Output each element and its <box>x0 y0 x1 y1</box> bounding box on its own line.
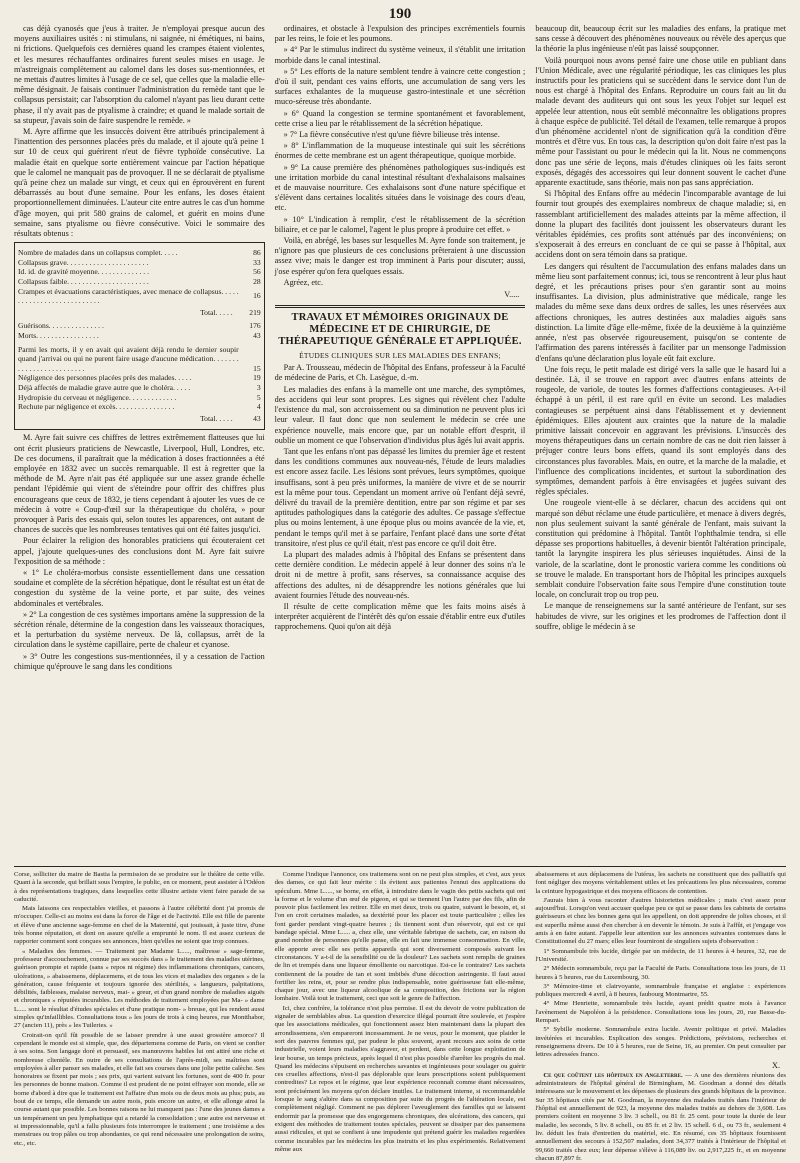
paragraph: » 3° Outre les congestions sus-mentionnées, il y a cessation de l'action chimique qu'éprouve le sang dans les conditions <box>14 651 265 671</box>
byline: Par A. Trousseau, médecin de l'hôpital des Enfans, professeur à la Faculté de médecine de Paris, et Ch. Lasègue, d.-m. <box>274 363 526 383</box>
paragraph: Le manque de renseignemens sur la santé antérieure de l'enfant, sur ses habitudes de vivre, sur les origines et les prodromes de l'affection dont il souffre, oblige le médecin à se <box>535 601 787 631</box>
news-item-body: — A une des dernières réunions des administrateurs de l'hôpital général de Birmingham, M. Goodman a donné des détails intéressans sur le mouvement et les dépenses de plusieurs des grands hôpitaux de la province. Sur 35 hôpitaux cités par M. Goodman, la moyenne des malades traités dans l'intérieur de l'hôpital est annuellement de 923, la moyenne des malades traités au dehors de 3,608. Les premiers coûtent en moyenne 3 liv. 3 schell., ou 81 fr. 25 cent. pour toute la durée de leur maladie, les seconds, 5 liv. 8 schell., ou 85 fr. et 2 liv. 15 schell. 6 d., ou 73 fr., seulement 4 liv. déduit les frais d'entretien du matériel, etc. En résumé, ces 35 hôpitaux fournissent annuellement des secours à 152,507 malades, dont 34,377 traités à l'intérieur de l'hôpital et 99,660 traités chez eux; leur dépense s'élève à 116,089 liv. ou 2,917,225 fr., et en moyenne chacun 87,897 fr. <box>535 1071 787 1162</box>
feuilleton-column-right <box>535 871 787 1162</box>
paragraph: Une rougeole vient-elle à se déclarer, chacun des accidens qui ont marqué son début réclame une étude particulière, et menace à divers degrés, non plus seulement suivant la santé générale de l'enfant, mais suivant la constitution qui prédomine à l'hôpital. Tantôt l'ophthalmie tendra, si elle dépasse ses proportions habituelles, à devenir bientôt l'altération principale, tantôt la laryngite inspirera les plus sérieuses inquiétudes. Ainsi de la variole, de la scarlatine, dont le pronostic variera comme les conditions où se trouve le malade. En transportant hors de l'hôpital les principes auxquels semblait conduire l'observation faite sous l'empire d'une constitution toute locale, on conclurait trop ou trop peu. <box>535 498 787 600</box>
paragraph: Tant que les enfans n'ont pas dépassé les limites du premier âge et restent dans les conditions communes aux nouveau-nés, l'étude de leurs maladies est encore assez facile. Les lésions sont prévues, leurs symptômes, quoique insuffisans, sont à peu près uniformes, la manière de vivre et de se nourrir est la même pour tous. Cependant un moment arrive où l'enfant déjà sevré, délivré du travail de la première dentition, entre par son régime et par ses aptitudes pathologiques dans la catégorie des adultes. Ce passage s'effectue plus ou moins lentement, à une époque plus ou moins avancée de la vie, et, pendant le temps qu'il met à se parfaire, l'enfant placé dans une sorte d'état transitoire, n'est plus ce qu'il était, n'est pas encore ce qu'il doit être. <box>274 446 526 548</box>
paragraph: » 9° La cause première des phénomènes pathologiques sus-indiqués est une irritation morbide du canal intestinal résultant d'exhalaisons malsaines et de mauvaise nourriture. Ces exhalaisons sont d'une nature spécifique et s'élèvent dans certaines localités situées dans le voisinage des cours d'eau, etc. <box>274 162 526 213</box>
page-number: 190 <box>388 6 412 22</box>
paragraph: » 7° La fièvre consécutive n'est qu'une fièvre bilieuse très intense. <box>283 130 500 140</box>
table-row-total: Total. . . . . 219 <box>200 307 261 317</box>
collapsus-table <box>18 248 261 317</box>
section-title: TRAVAUX ET MÉMOIRES ORIGINAUX DE MÉDECINE ET DE CHIRURGIE, DE THÉRAPEUTIQUE GÉNÉRALE ET APPLIQUÉE. <box>278 312 522 348</box>
column-right <box>535 24 786 862</box>
paragraph: Une fois reçu, le petit malade est dirigé vers la salle que le hasard lui a destinée. Là, il se trouve en rapport avec d'autres enfans atteints de rougeole, de variole, de toutes les formes d'affections contagieuses. A-t-il échappé à un péril, il est rare qu'il en évite un second. Les maladies contagieuses se perpétuent ainsi dans l'établissement et y deviennent épidémiques. Elles ajoutent aux craintes que la nature de la maladie primitive laissait concevoir en aggravant les prévisions. L'insuccès des moyens thérapeutiques dans un certain nombre de cas ne doit rien laisser à préjuger contre leurs bons effets, quand ils sont employés dans des circonstances plus favorables. Mais, en outre, et la marche de la maladie, et l'influence des complications incidentes, et surtout la subordination des symptômes, demandent parfois à être envisagées et jugées suivant des règles spéciales. <box>535 364 787 497</box>
quoted-advertisement: « Maladies des femmes. — Traitement par Madame L....., maîtresse » sage-femme, professeur d'accouchement, connue par ses succès dans » le traitement des maladies utérines, guérison prompte et rapide (sans » repos ni régime) des inflammations chroniques, cancers, ulcérations, » abaissemens, déplacemens, et de tous les vices et maladies des organes » de la génération, cause fréquente et toujours ignorée des stérilités, » langueurs, palpitations, débilités, faiblesses, malaise nerveux, mai- » greur, et d'un grand nombre de maladies aiguës et chroniques » réputées incurables. Les méthodes de traitement employées par Ma- » dame L..... sont le résultat d'études spéciales et d'une pratique nom- » breuse, qui les rendent aussi simples qu'infaillibles. Consultations tous » les jours de trois à cinq heures, rue Montthabor, 27 (ancien 11), près » les Tuileries. » <box>14 947 265 1030</box>
paragraph: Corse, solliciter du maire de Bastia la permission de se produire sur le théâtre de cette ville. Quant à la seconde, qui brillait sous l'empire, le public, en ce moment, peut assister à l'Odéon à des représentations tragiques, dans lesquelles cette illustre artiste vient faire parade de sa caducité. <box>14 871 265 903</box>
paragraph: » 4° Par le stimulus indirect du système veineux, il s'établit une irritation morbide dans le canal intestinal. <box>274 45 526 65</box>
paragraph: ordinaires, et obstacle à l'expulsion des principes excrémentiels fournis par les reins, le foie et les poumons. <box>274 24 526 44</box>
list-item: 4° Mme Henriette, somnambule très lucide, ayant prédit quatre mois à l'avance l'avènement de Napoléon à la présidence. Consultations tous les jours, 20, rue Basse-du-Rempart. <box>535 1000 787 1025</box>
paragraph: Il résulte de cette complication même que les faits moins aisés à interpréter acquièrent de l'intérêt dès qu'on essaie d'établir entre eux d'utiles rapprochemens. Quoi qu'on ait déjà <box>274 601 526 632</box>
section-divider <box>275 305 526 308</box>
column-left <box>14 24 265 862</box>
news-item-heading: Ce que coûtent les hôpitaux en Angleterre. <box>543 1071 683 1079</box>
outcome-table <box>18 321 261 340</box>
feuilleton-divider <box>14 866 786 867</box>
table-row: Nombre de malades dans un collapsus complet. . . . . 86 <box>18 248 261 258</box>
paragraph: Ici, chez confrère, la tolérance n'est plus permise. Il est du devoir de votre publication de signaler de semblables abus. La question d'exercice illégal pourrait être soulevée, et j'espère que les associations médicales, qui fonctionnent assez bien maintenant dans la plupart des arrondissemens, s'en empareront incessamment. Je ne veux, pour le moment, que plaider le sort des pauvres femmes qui, par pudeur le plus souvent, ayant recours aux soins de cette industrielle, voient leurs maladies s'aggraver, et perdent, dans cette longue exploitation de leur bourse, un temps précieux, après lequel il n'est plus possible d'arrêter les progrès du mal. Quand les médecins s'épuisent en recherches savantes et ingénieuses pour soulager ou guérir ces cruelles affections, n'est-il pas déplorable que leurs prescriptions soient publiquement contredites? Le repos et le régime, que leur expérience reconnaît comme étant nécessaires, sont précisément les moyens qu'on déclare inutiles. Le traitement interne, si recommandable lorsque le sang s'altère dans sa composition par suite du progrès de l'altération locale, est complètement négligé. Comment ne pas déplorer l'aveuglement des familles qui se laissent endormir par la promesse que des engorgemens chroniques, des ulcérations, des cancers, qui exigent des méthodes de traitement toutes spéciales, peuvent se dissiper par des pansemens aussi ridicules, et qui se confient à une impudente qui prétend guérir les maladies regardées comme incurables par les médecins les plus instruits et les plus expérimentés. Relativement même aux <box>274 1004 526 1153</box>
paragraph: Voilà pourquoi nous avons pensé faire une chose utile en publiant dans l'Union Médicale, avec une régularité périodique, les cas cliniques les plus instructifs pour les praticiens qui se succèdent dans le service dont l'un de nous est chargé à l'hôpital des Enfans. Reproduire un cours fait au lit du malade devant des auditeurs qui ont sous les yeux l'objet sur lequel est appelée leur attention, nous eût semblé méconnaître les obligations propres à chaque espèce de publicité. Tel détail de l'examen, telle remarque à propos d'un phénomène accidentel n'ont de signification qu'à la condition d'être montrés et d'être vus. En tous cas, la description qu'on doit faire n'est pas la même pour l'assistant ou pour le médecin qui la lit. Nous ne commençons donc pas une série de leçons, mais d'études cliniques où les faits seront exposés, dégagés des accessoires qui leur donnent souvent le cachet d'une apparente exactitude, sans théorie, mais non pas sans appréciation. <box>535 55 787 188</box>
list-item: 2° Médecin somnambule, reçu par la Faculté de Paris. Consultations tous les jours, de 11 heures à 5 heures, rue du Luxembourg, 30. <box>535 965 787 981</box>
paragraph: Les maladies des enfans à la mamelle ont une marche, des symptômes, des accidens qui leur sont propres. Les signes qui révèlent chez l'adulte l'existence du mal, son accroissement ou sa diminution ne peuvent plus ici leur valeur. Il faut donc que non seulement le médecin se crée une expérience nouvelle, mais encore que, par un notable effort d'esprit, il oublie un moment ce que l'observation d'individus plus âgés lui avait appris. <box>274 384 526 445</box>
paragraph: Si l'hôpital des Enfans offre au médecin l'incomparable avantage de lui fournir tout groupés des exemplaires nombreux de chaque maladie; si, en rassemblant artificiellement des malades atteints par la même affection, il donne la plupart des facilités dont jouissent les observateurs durant les véritables épidémies, ces profits sont atténués par des inconvéniens; on s'exposerait à des erreurs en concluant de ce qui se passe à l'hôpital, aux accidens dont on sera témoin dans sa pratique. <box>535 189 787 260</box>
table-row: Id. id. de gravité moyenne. . . . . . . . . . . . . . 56 <box>18 267 261 277</box>
paragraph: J'aurais bien à vous raconter d'autres historiettes médicales ; mais c'est assez pour aujourd'hui. Lorsqu'on veut accuser quelque peu ce qui se passe dans les cabinets de certains guérisseurs et chez les bonnes gens qui les appellent, on doit apprendre de jolies choses, et il est superflu même aussi d'en chercher à en devenir le témoin. Je suis à l'affût, et j'engage vos amis à en faire autant. J'appelle leur attention sur les annonces suivantes contenues dans le Constitutionnel du 27 mars; elles leur fourniront de singuliers sujets d'observation : <box>535 896 787 946</box>
paragraph: Mais laissons ces respectables vieilles, et passons à l'autre célébrité dont j'ai promis de m'occuper. Celle-ci au moins est dans la force de l'âge et de l'activité. Elle est fille de parente et élève d'une ancienne sage-femme en chef de la Maternité, qui jouissait, à juste titre, d'une très bonne réputation, et dont on assure qu'elle a emprunté le nom. Il est assez curieux de rapporter comment sont conçues ses annonces, bien qu'elles ne soient que trop connues. <box>14 905 265 946</box>
table-row-total: Total. . . . . 43 <box>200 413 261 423</box>
paragraph: La plupart des malades admis à l'hôpital des Enfans se présentent dans cette dernière condition. Le médecin appelé à leur donner des soins n'a le droit ni de mettre à profit, sans réserves, sa connaissance acquise des affections des adultes, ni de désapprendre les notions générales que lui avaient fournies l'étude des nouveau-nés. <box>274 549 526 600</box>
article-title: ÉTUDES CLINIQUES SUR LES MALADIES DES ENFANS; <box>299 351 501 361</box>
closing-line: Agréez, etc. <box>283 277 323 287</box>
results-summary-box <box>14 242 265 430</box>
feuilleton-column-middle <box>274 871 526 1153</box>
table-row: Négligence des personnes placées près des malades. . . . . 19 <box>18 373 261 383</box>
paragraph: M. Ayre affirme que les insuccès doivent être attribués principalement à l'inattention des personnes placées près du malade, et il ajoute qu'à peine 1 sur 10 de ceux qui guérirent n'eut de fièvre typhoïde consécutive. La maladie était en quelque sorte entièrement vaincue par l'action hépatique que le calomel ne manquait pas de provoquer. Il ne se déclarait de ptyalisme qu'à peine chez un malade sur vingt, et ceux qui en éprouvèrent en furent débarrassés au bout d'une semaine. Pour les enfans, les doses étaient proportionnellement diminuées. L'auteur cite entre autres le cas d'un homme d'âge moyen, qui prit 580 grains de calomel, et guérit en moins d'une semaine, sans ptyalisme ou fièvre consécutive. Voici le sommaire des résultats obtenus : <box>14 127 265 239</box>
table-row: Guérisons. . . . . . . . . . . . . . . 176 <box>18 321 261 331</box>
paragraph: beaucoup dit, beaucoup écrit sur les maladies des enfans, la pratique met sans cesse à découvert des phénomènes nouveaux ou révèle des aperçus que la théorie la plus ingénieuse n'eût pas laissé soupçonner. <box>535 24 787 54</box>
paragraph: Croirait-on qu'il fût possible de se laisser prendre à une aussi grossière amorce? Il cependant le monde est si simple, que, des départemens comme de Paris, on vient se confier à ses soins. Son langage doré et persuasif, ses manœuvres habiles lui ont attiré une riche et nombreuse clientèle. En outre de ses consultations de l'après-midi, ses maîtrises sont employées à aller panser ses malades, et elle fait ses courses dans une jolie petite calèche. Ses honoraires se fixent par mois ; ses prix, qui varient suivant les fortunes, sont de 400 fr. pour les personnes de bonne maison. Comme il est prudent de ne point effrayer son monde, elle se borne d'abord à dire que le traitement est l'affaire d'un mois ou de deux mois au plus; puis, au bout de ce temps, elle demande un autre mois, puis encore un autre, et elle allonge ainsi la course autant que possible. Les bonnes raisons ne lui manquent pas : l'une des jeunes dames a un tempérament un peu lymphatique qui a retardé la consolidation ; une autre est nerveuse et si impressionnable, qu'il a fallu plusieurs fois interrompre le traitement ; une troisième a des menstrues ou trop pâles ou trop abondantes, ce qui rend nécessaire une prolongation de soins, etc., etc. <box>14 1031 265 1147</box>
table-row: Collapsus faible. . . . . . . . . . . . . . . . . . . . . . 28 <box>18 277 261 287</box>
paragraph: » 2° La congestion de ces systèmes importans amène la suppression de la sécrétion rénale, détermine de la congestion dans les vaisseaux thoraciques, et la perturbation du système nerveux. De là, collapsus, arrêt de la circulation dans le système capillaire, perte de chaleur et cyanose. <box>14 609 265 650</box>
news-item <box>535 1072 786 1163</box>
feuilleton-column-left <box>14 871 265 1147</box>
table-row: Hydropisie du cerveau et négligence. . . . . . . . . . . . . 5 <box>18 392 261 402</box>
list-item: 1° Somnambule très lucide, dirigée par un médecin, de 11 heures à 4 heures, 32, rue de l'Université. <box>535 947 787 963</box>
paragraph: M. Ayre fait suivre ces chiffres de lettres extrêmement flatteuses que lui ont écrit plusieurs praticiens de Newcastle, Liverpool, Hull, Londres, etc. De ces documens, il paraîtrait que la médication à doses fractionnées a été employée en 1832 avec un succès remarquable. Il est à regretter que la méthode de M. Ayre n'ait pas été appliquée sur une assez grande échelle pendant l'épidémie qui vient de s'éteindre pour offrir des chiffres plus encourageans que ceux de 1832, je tiens cependant à ajouter les vues de ce médecin à votre « Coup-d'œil sur la thérapeutique du choléra, » pour provoquer à Paris des essais qui, selon toutes les apparences, ont autant de chances de succès que les nombreuses tentatives qui ont été faites jusqu'ici. <box>14 433 265 535</box>
table-row: Morts. . . . . . . . . . . . . . . . . 43 <box>18 331 261 341</box>
paragraph: Pour éclairer la religion des honorables praticiens qui écouteraient cet appel, j'ajoute quelques-unes des conclusions dont M. Ayre fait suivre l'exposition de sa méthode : <box>14 536 265 566</box>
signature: X. <box>772 1060 781 1070</box>
table-row: Collapsus grave. . . . . . . . . . . . . . . . . . . . . . 33 <box>18 257 261 267</box>
table-row: Parmi les morts, il y en avait qui avaient déjà rendu le dernier soupir quand j'arrivai ou qui ne purent faire usage d'aucune médication. . . . . . . . . . . . . . . . . . . . . . . . . 15 <box>18 344 261 373</box>
paragraph: cas déjà cyanosés que j'eus à traiter. Je n'employai presque aucun des moyens auxiliaires usités : ni stimulans, ni saignée, ni émétiques, ni bains, ni frictions. Quelquefois ces dernières quand les crampes étaient violentes, et les mesures réchauffantes ordinaires furent seules mises en usage. Je m'astreignais complètement au calomel dans les doses sus-mentionnées, et ne mettais d'autres limites à l'usage de ce sel, que celles que la maladie elle-même désignait. Je faisais continuer l'administration du remède tant que le collapsus persistait; car l'absorption du calomel n'ayant pas lieu durant cette phase, il n'y avait pas de ptyalisme à craindre; et quand le malade sortait de sa stupeur, j'avais soin de faire suspendre le remède. » <box>14 24 265 125</box>
paragraph: » 10° L'indication à remplir, c'est le rétablissement de la sécrétion biliaire, et ce par le calomel, l'agent le plus propre à produire cet effet. » <box>274 214 526 234</box>
paragraph: » 6° Quand la congestion se termine spontanément et favorablement, cette crise a lieu par le rétablissement de la sécrétion hépatique. <box>274 108 526 128</box>
signature: V..... <box>504 290 520 300</box>
paragraph: Comme l'indique l'annonce, ces traitemens sont on ne peut plus simples, et c'est, aux yeux des dames, ce qui fait leur mérite : ils évitent aux patientes l'ennui des applications du spéculum. Mme L....., se borne, en effet, à introduire dans le vagin des petits sachets qui ont la forme et le volume d'un œuf de pigeon, et qui se tiennent l'un l'autre par des fils, afin de pouvoir plus facilement les retirer. Elle en met deux, trois ou quatre, suivant le besoin, et, si l'on en croit certaines malades, sa dextérité pour les placer est toute particulière ; elles les font garder pendant vingt-quatre heures ; ils tiennent sont d'un réservoir, qui est ce qui bandage spécial. Mme L..... a, chez elle, une véritable fabrique de sachets, car, en raison du grand nombre de personnes qu'elle panse, elle en fait une immense consommation. En ville, elle apporte avec elle ses petits appareils qui sont diversement composés suivant les circonstances. Y a-t-il de la sensibilité ou de la douleur? Les sachets sont remplis de graines de lin et trempés dans une liqueur émolliente ou narcotique. Est-ce le contraire? Les sachets contiennent de la poudre de tan et sont imbibés d'une décoction astringente. Il faut aussi fortifier les reins, et, pour se rendre plus indispensable, notre guérisseuse fait elle-même, chaque jour, avec une liqueur alcoolique de sa composition, des frictions sur la région lombaire. Voilà tout le traitement, ceci que soit le genre de l'affection. <box>274 871 526 1003</box>
paragraph: abaissemens et aux déplacemens de l'utérus, les sachets ne constituent que des palliatifs qui font négliger des moyens véritablement utiles et les précautions les plus nécessaires, comme la ceinture hypogastrique et des moyens efficaces de contention. <box>535 871 787 895</box>
column-middle <box>275 24 526 862</box>
table-row: Crampes et évacuations caractéristiques, avec menace de collapsus. . . . . . . . . . . . . . . . . . . . . . . . . . . 16 <box>18 286 261 306</box>
list-item: 3° Mémoire-time et clairvoyante, somnambule française et anglaise : expériences publiques mercredi 4 avril, à 8 heures, faubourg Montmartre, 55. <box>535 982 787 999</box>
feuilleton-columns <box>14 871 787 1162</box>
main-columns <box>14 24 786 862</box>
paragraph: » 5° Les efforts de la nature semblent tendre à vaincre cette congestion ; d'où il suit, pendant ces vains efforts, une accumulation de sang vers les surfaces exhalantes de la muqueuse gastro-intestinale et une sécrétion muco-séreuse très abondante. <box>274 66 526 107</box>
paragraph: Voilà, en abrégé, les bases sur lesquelles M. Ayre fonde son traitement, je n'ignore pas que plusieurs de ces conclusions prêteraient à une discussion assez vive; mais le danger est trop imminent à Paris pour discuter; aussi, j'ose espérer qu'on fera quelques essais. <box>274 236 526 276</box>
deaths-table <box>18 345 261 424</box>
list-item: 5° Sybille moderne. Somnambule extra lucide. Avenir politique et privé. Maladies invétérées et incurables. Explication des songes. Prédictions, prévisions, recherches et renseignemens divers. De 10 à 5 heures, rue de Seine, 16, au premier. On peut consulter par lettres adressées franco. <box>535 1026 787 1059</box>
paragraph: « 1° Le choléra-morbus consiste essentiellement dans une cessation soudaine et complète de la sécrétion hépatique, dont le résultat est un état de congestion du système de la veine porte, et par suite, des veines abdominales et vertébrales. <box>14 568 265 608</box>
paragraph: » 8° L'inflammation de la muqueuse intestinale qui suit les sécrétions énormes de cette membrane est un agent thérapeutique, quoique morbide. <box>274 141 526 161</box>
paragraph: Les dangers qui résultent de l'accumulation des enfans malades dans un même lieu sont parfaitement connus; ici, tous se rencontrent à leur plus haut degré, et les précautions prises pour s'en garantir sont au moins insuffisantes. La division, plus administrative que médicale, range les malades du même sexe dans deux ordres de salles, les unes réservées aux affections chroniques, les autres destinées aux maladies aiguës sans distinction. La limite d'âge elle-même, fixée de la deuxième à la quinzième année, n'est pas observée rigoureusement, puisqu'on se contente de l'affirmation des parens intéressés à faciliter par un mensonge l'admission d'enfans qu'une déclaration plus loyale eût fait exclure. <box>535 261 787 363</box>
table-row: Déjà affectés de maladie grave autre que le choléra. . . . . 3 <box>18 382 261 392</box>
table-row: Rechute par négligence et excès. . . . . . . . . . . . . . . . 4 <box>18 402 261 412</box>
